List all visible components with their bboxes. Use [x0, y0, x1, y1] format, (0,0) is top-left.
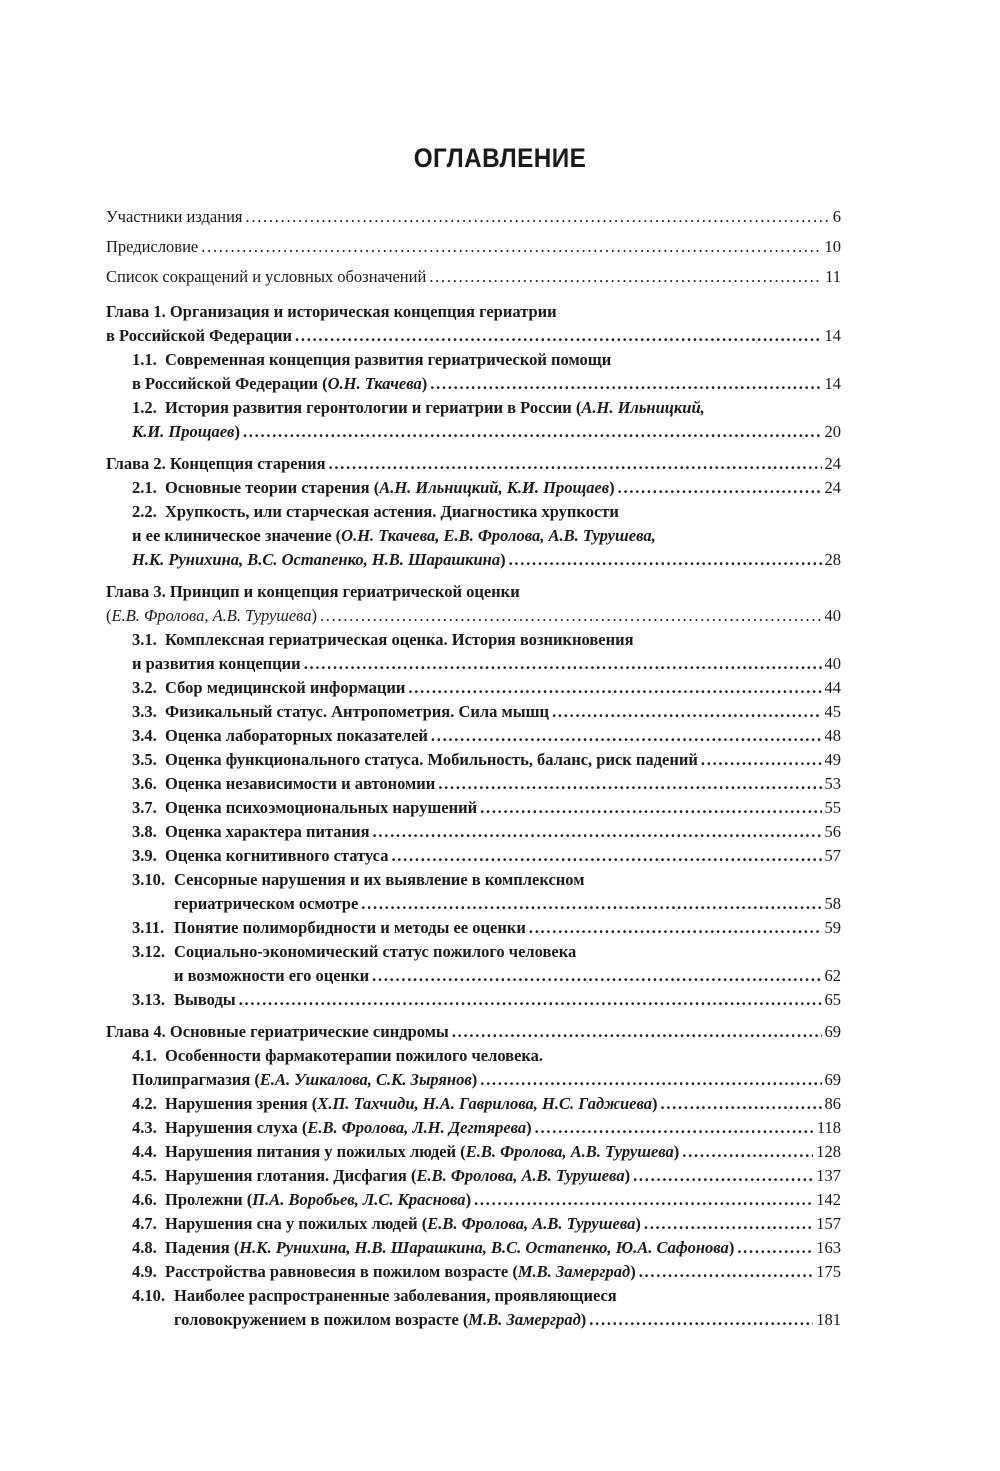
page-number: 55	[824, 798, 841, 817]
table-of-contents	[106, 202, 841, 1338]
toc-line	[132, 1044, 841, 1068]
leader-dots	[391, 844, 821, 868]
chapter-block	[106, 580, 841, 1012]
toc-line	[132, 1068, 841, 1092]
section-entry	[106, 916, 841, 940]
leader-dots	[431, 724, 822, 748]
entry-authors: Е.В. Фролова, Л.Н. Дегтярева	[307, 1118, 527, 1137]
page-number: 58	[824, 894, 841, 913]
section-entry	[106, 940, 841, 988]
toc-line	[132, 988, 841, 1012]
section-number: 4.1.	[132, 1046, 157, 1065]
leader-dots	[452, 1020, 822, 1044]
section-entry	[106, 1164, 841, 1188]
page-number: 142	[816, 1190, 841, 1209]
toc-line	[132, 1284, 841, 1308]
toc-line	[132, 652, 841, 676]
entry-authors: П.А. Воробьев, Л.С. Краснова	[252, 1190, 466, 1209]
section-number: 4.7.	[132, 1214, 157, 1233]
section-number: 4.8.	[132, 1238, 157, 1257]
toc-line	[132, 1140, 841, 1164]
page-number: 11	[825, 267, 841, 286]
entry-authors: А.Н. Ильницкий,	[581, 398, 705, 417]
section-entry	[106, 476, 841, 500]
entry-text: 4.8. Падения (Н.К. Рунихина, Н.В. Шарашкина, В.С. Остапенко, Ю.А. Сафонова)	[132, 1236, 734, 1260]
page-number: 57	[824, 846, 841, 865]
toc-line	[132, 1236, 841, 1260]
entry-authors: М.В. Замерград	[517, 1262, 631, 1281]
entry-text: 3.12. Социально-экономический статус пожилого человека	[132, 940, 576, 964]
section-number: 2.2.	[132, 502, 157, 521]
toc-line	[132, 868, 841, 892]
toc-line	[132, 700, 841, 724]
toc-line	[132, 676, 841, 700]
toc-line	[132, 1212, 841, 1236]
section-entry	[106, 796, 841, 820]
leader-dots	[438, 772, 821, 796]
entry-text: 4.5. Нарушения глотания. Дисфагия (Е.В. Фролова, А.В. Турушева)	[132, 1164, 630, 1188]
leader-dots	[361, 892, 821, 916]
page-number: 24	[824, 454, 841, 473]
entry-text: 4.4. Нарушения питания у пожилых людей (Е.В. Фролова, А.В. Турушева)	[132, 1140, 679, 1164]
section-entry	[106, 1236, 841, 1260]
leader-dots	[682, 1140, 813, 1164]
entry-text: 2.1. Основные теории старения (А.Н. Ильницкий, К.И. Прощаев)	[132, 476, 615, 500]
chapter-heading	[106, 324, 841, 348]
leader-dots	[589, 1308, 813, 1332]
section-number: 4.9.	[132, 1262, 157, 1281]
section-number: 3.2.	[132, 678, 157, 697]
page-number: 118	[816, 1118, 841, 1137]
entry-authors: Е.А. Ушкалова, С.К. Зырянов	[259, 1070, 472, 1089]
page-number: 53	[824, 774, 841, 793]
toc-line	[132, 748, 841, 772]
toc-line	[132, 548, 841, 572]
entry-text: 4.7. Нарушения сна у пожилых людей (Е.В. Фролова, А.В. Турушева)	[132, 1212, 641, 1236]
page-number: 6	[832, 207, 841, 226]
leader-dots	[246, 202, 830, 232]
section-entry	[106, 724, 841, 748]
entry-text: 3.8. Оценка характера питания	[132, 820, 370, 844]
page-number: 14	[824, 326, 841, 345]
toc-line	[132, 396, 841, 420]
entry-text: Полипрагмазия (Е.А. Ушкалова, С.К. Зырянов)	[132, 1070, 478, 1089]
toc-line	[132, 1260, 841, 1284]
leader-dots	[243, 420, 822, 444]
entry-text: 2.2. Хрупкость, или старческая астения. Диагностика хрупкости	[132, 500, 619, 524]
section-entry	[106, 1092, 841, 1116]
entry-text: К.И. Прощаев)	[132, 422, 240, 441]
toc-line	[132, 724, 841, 748]
section-entry	[106, 396, 841, 444]
section-number: 4.5.	[132, 1166, 157, 1185]
section-entry	[106, 1044, 841, 1092]
leader-dots	[480, 796, 821, 820]
toc-line	[132, 1116, 841, 1140]
entry-text: 4.10. Наиболее распространенные заболевания, проявляющиеся	[132, 1284, 617, 1308]
section-number: 3.10.	[132, 870, 165, 889]
toc-line	[132, 420, 841, 444]
chapter-block	[106, 1020, 841, 1332]
page-number: 65	[824, 990, 841, 1009]
entry-text: и ее клиническое значение (О.Н. Ткачева, Е.В. Фролова, А.В. Турушева,	[132, 526, 656, 545]
page-number: 14	[824, 374, 841, 393]
page-number: 56	[824, 822, 841, 841]
section-number: 3.3.	[132, 702, 157, 721]
leader-dots	[373, 820, 822, 844]
section-entry	[106, 844, 841, 868]
leader-dots	[239, 988, 822, 1012]
toc-line	[132, 524, 841, 548]
chapter-heading	[106, 300, 841, 324]
chapter-heading	[106, 452, 841, 476]
chapter-heading	[106, 580, 841, 604]
entry-authors: Н.К. Рунихина, В.С. Остапенко, Н.В. Шарашкина	[132, 550, 501, 569]
leader-dots	[737, 1236, 813, 1260]
section-entry	[106, 1140, 841, 1164]
toc-line	[132, 964, 841, 988]
section-number: 4.2.	[132, 1094, 157, 1113]
section-entry	[106, 1116, 841, 1140]
leader-dots	[295, 324, 821, 348]
page-number: 49	[824, 750, 841, 769]
entry-text: Глава 4. Основные гериатрические синдромы	[106, 1022, 449, 1041]
leader-dots	[701, 748, 822, 772]
entry-text: 1.2. История развития геронтологии и гериатрии в России (А.Н. Ильницкий,	[132, 396, 705, 420]
section-entry	[106, 1260, 841, 1284]
leader-dots	[552, 700, 821, 724]
toc-line	[132, 348, 841, 372]
entry-authors: Н.К. Рунихина, Н.В. Шарашкина, В.С. Остапенко, Ю.А. Сафонова	[239, 1238, 729, 1257]
toc-line	[132, 628, 841, 652]
section-entry	[106, 676, 841, 700]
section-number: 3.12.	[132, 942, 165, 961]
entry-authors: А.Н. Ильницкий, К.И. Прощаев	[379, 478, 610, 497]
entry-text: 3.5. Оценка функционального статуса. Мобильность, баланс, риск падений	[132, 748, 698, 772]
page-number: 28	[824, 550, 841, 569]
page-number: 128	[816, 1142, 841, 1161]
section-number: 3.6.	[132, 774, 157, 793]
toc-line	[132, 1164, 841, 1188]
section-entry	[106, 820, 841, 844]
chapter-heading	[106, 604, 841, 628]
section-number: 3.8.	[132, 822, 157, 841]
page-title: ОГЛАВЛЕНИЕ	[413, 143, 587, 173]
toc-line	[132, 372, 841, 396]
toc-line	[132, 1308, 841, 1332]
entry-text: 3.3. Физикальный статус. Антропометрия. Сила мышц	[132, 700, 549, 724]
entry-text: Список сокращений и условных обозначений	[106, 267, 427, 286]
entry-text: 3.9. Оценка когнитивного статуса	[132, 844, 388, 868]
section-entry	[106, 500, 841, 572]
leader-dots	[304, 652, 822, 676]
section-entry	[106, 1188, 841, 1212]
section-entry	[106, 628, 841, 676]
toc-line	[132, 844, 841, 868]
section-number: 1.1.	[132, 350, 157, 369]
section-number: 4.6.	[132, 1190, 157, 1209]
entry-text: гериатрическом осмотре	[174, 894, 359, 913]
section-entry	[106, 748, 841, 772]
entry-authors: О.Н. Ткачева, Е.В. Фролова, А.В. Турушева,	[341, 526, 656, 545]
entry-text: Глава 3. Принцип и концепция гериатрической оценки	[106, 582, 520, 601]
leader-dots	[644, 1212, 813, 1236]
page-number: 45	[824, 702, 841, 721]
toc-line	[132, 772, 841, 796]
entry-text: Н.К. Рунихина, В.С. Остапенко, Н.В. Шарашкина)	[132, 550, 506, 569]
entry-text: 3.1. Комплексная гериатрическая оценка. История возникновения	[132, 628, 634, 652]
leader-dots	[529, 916, 822, 940]
leader-dots	[474, 1188, 813, 1212]
entry-authors: Х.П. Тахчиди, Н.А. Гаврилова, Н.С. Гаджиева	[317, 1094, 652, 1113]
entry-text: 3.11. Понятие полиморбидности и методы ее оценки	[132, 916, 526, 940]
section-number: 3.4.	[132, 726, 157, 745]
toc-line	[132, 940, 841, 964]
entry-authors: Е.В. Фролова, А.В. Турушева	[111, 606, 312, 625]
entry-authors: Е.В. Фролова, А.В. Турушева	[427, 1214, 636, 1233]
section-number: 3.13.	[132, 990, 165, 1009]
section-number: 4.10.	[132, 1286, 165, 1305]
leader-dots	[660, 1092, 821, 1116]
toc-entry	[106, 202, 841, 232]
leader-dots	[480, 1068, 821, 1092]
page-number: 86	[824, 1094, 841, 1113]
leader-dots	[201, 232, 821, 262]
entry-text: 1.1. Современная концепция развития гериатрической помощи	[132, 348, 611, 372]
entry-text: 4.6. Пролежни (П.А. Воробьев, Л.С. Краснова)	[132, 1188, 471, 1212]
section-entry	[106, 772, 841, 796]
entry-text: 4.1. Особенности фармакотерапии пожилого человека.	[132, 1044, 543, 1068]
entry-text: Глава 2. Концепция старения	[106, 454, 326, 473]
leader-dots	[509, 548, 822, 572]
section-entry	[106, 1284, 841, 1332]
leader-dots	[372, 964, 821, 988]
entry-text: Участники издания	[106, 207, 243, 226]
chapter-heading	[106, 1020, 841, 1044]
page-number: 69	[824, 1022, 841, 1041]
toc-line	[132, 500, 841, 524]
entry-authors: Е.В. Фролова, А.В. Турушева	[465, 1142, 674, 1161]
page-number: 157	[816, 1214, 841, 1233]
section-number: 3.9.	[132, 846, 157, 865]
entry-text: 3.13. Выводы	[132, 988, 236, 1012]
page-number: 69	[824, 1070, 841, 1089]
section-number: 3.1.	[132, 630, 157, 649]
page-number: 48	[824, 726, 841, 745]
page-number: 181	[816, 1310, 841, 1329]
entry-authors: О.Н. Ткачева	[327, 374, 422, 393]
leader-dots	[618, 476, 822, 500]
entry-text: Предисловие	[106, 237, 199, 256]
entry-text: головокружением в пожилом возрасте (М.В. Замерград)	[174, 1310, 587, 1329]
entry-text: Глава 1. Организация и историческая концепция гериатрии	[106, 302, 557, 321]
section-number: 3.5.	[132, 750, 157, 769]
page-number: 59	[824, 918, 841, 937]
leader-dots	[639, 1260, 814, 1284]
page-number: 10	[824, 237, 841, 256]
entry-text: в Российской Федерации (О.Н. Ткачева)	[132, 374, 428, 393]
leader-dots	[429, 262, 822, 292]
entry-authors: К.И. Прощаев	[132, 422, 235, 441]
toc-entry	[106, 262, 841, 292]
entry-text: 3.10. Сенсорные нарушения и их выявление в комплексном	[132, 868, 584, 892]
page-number: 40	[824, 606, 841, 625]
entry-text: 3.2. Сбор медицинской информации	[132, 676, 405, 700]
toc-line	[132, 796, 841, 820]
toc-line	[132, 892, 841, 916]
entry-text: 3.7. Оценка психоэмоциональных нарушений	[132, 796, 477, 820]
leader-dots	[633, 1164, 813, 1188]
section-number: 3.11.	[132, 918, 165, 937]
section-entry	[106, 988, 841, 1012]
page-number: 40	[824, 654, 841, 673]
section-entry	[106, 1212, 841, 1236]
toc-entry	[106, 232, 841, 262]
chapter-block	[106, 300, 841, 444]
entry-authors: М.В. Замерград	[468, 1310, 581, 1329]
page-number: 62	[824, 966, 841, 985]
entry-text: 3.4. Оценка лабораторных показателей	[132, 724, 428, 748]
leader-dots	[430, 372, 821, 396]
entry-text: 4.9. Расстройства равновесия в пожилом возрасте (М.В. Замерград)	[132, 1260, 636, 1284]
entry-text: 4.2. Нарушения зрения (Х.П. Тахчиди, Н.А. Гаврилова, Н.С. Гаджиева)	[132, 1092, 657, 1116]
page-number: 163	[816, 1238, 841, 1257]
entry-authors: Е.В. Фролова, А.В. Турушева	[416, 1166, 625, 1185]
toc-line	[132, 916, 841, 940]
toc-line	[132, 1188, 841, 1212]
front-matter-list	[106, 202, 841, 292]
leader-dots	[320, 604, 822, 628]
leader-dots	[408, 676, 821, 700]
entry-text: (Е.В. Фролова, А.В. Турушева)	[106, 606, 317, 625]
page-number: 44	[824, 678, 841, 697]
page-number: 175	[816, 1262, 841, 1281]
leader-dots	[535, 1116, 814, 1140]
entry-text: 4.3. Нарушения слуха (Е.В. Фролова, Л.Н. Дегтярева)	[132, 1116, 532, 1140]
leader-dots	[329, 452, 822, 476]
entry-text: и возможности его оценки	[174, 966, 370, 985]
toc-line	[132, 476, 841, 500]
page-number: 24	[824, 478, 841, 497]
entry-text: 3.6. Оценка независимости и автономии	[132, 772, 435, 796]
toc-line	[132, 820, 841, 844]
section-number: 4.4.	[132, 1142, 157, 1161]
entry-text: и развития концепции	[132, 654, 301, 673]
section-number: 4.3.	[132, 1118, 157, 1137]
entry-text: в Российской Федерации	[106, 326, 293, 345]
chapter-block	[106, 452, 841, 572]
section-number: 3.7.	[132, 798, 157, 817]
section-number: 2.1.	[132, 478, 157, 497]
toc-line	[132, 1092, 841, 1116]
section-entry	[106, 868, 841, 916]
page-number: 20	[824, 422, 841, 441]
section-entry	[106, 700, 841, 724]
page-number: 137	[816, 1166, 841, 1185]
section-number: 1.2.	[132, 398, 157, 417]
section-entry	[106, 348, 841, 396]
